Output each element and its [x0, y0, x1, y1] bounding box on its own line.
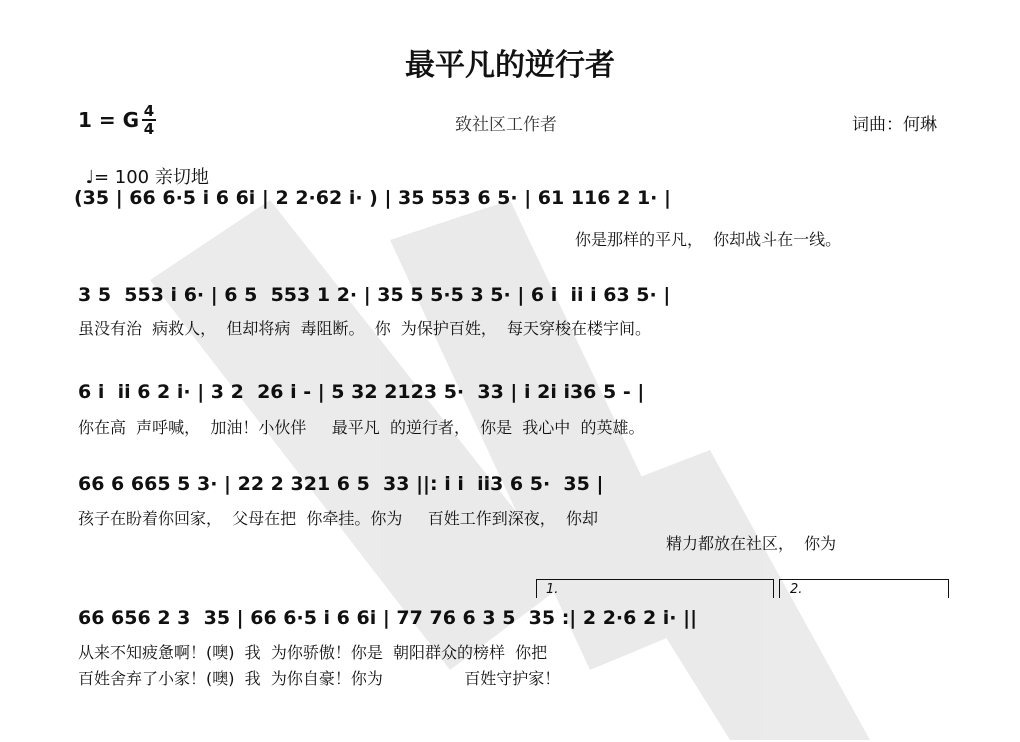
- key-signature: 1 = G: [78, 108, 140, 132]
- quarter-note-icon: ♩: [85, 167, 94, 188]
- lyrics-row-3: 你在高 声呼喊， 加油！小伙伴 最平凡 的逆行者， 你是 我心中 的英雄。: [78, 418, 645, 437]
- volta-1-label: 1.: [546, 582, 559, 597]
- notation-row-1: (35 | 66 6·5 i 6 6i | 2 2·62 i· ) | 35 553 6 5· | 61 116 2 1· |: [74, 187, 671, 209]
- subtitle: 致社区工作者: [455, 115, 557, 135]
- lyrics-row-2: 虽没有治 病救人， 但却将病 毒阻断。 你 为保护百姓， 每天穿梭在楼宇间。: [78, 319, 652, 338]
- lyrics-row-1: 你是那样的平凡， 你却战斗在一线。: [575, 230, 842, 249]
- notation-row-5: 66 656 2 3 35 | 66 6·5 i 6 6i | 77 76 6 3 5 35 :| 2 2·6 2 i· ||: [78, 607, 698, 629]
- volta-bracket-2: [779, 579, 949, 598]
- notation-row-2: 3 5 553 i 6· | 6 5 553 1 2· | 35 5 5·5 3 5· | 6 i ii i 63 5· |: [78, 284, 671, 306]
- time-signature-top: 4: [143, 102, 155, 120]
- notation-row-4: 66 6 665 5 3· | 22 2 321 6 5 33 ||: i i ii3 6 5· 35 |: [78, 473, 604, 495]
- time-signature: [142, 104, 156, 136]
- tempo-marking: [74, 142, 209, 189]
- lyrics-row-4-verse-2: 精力都放在社区， 你为: [666, 534, 837, 553]
- time-signature-bottom: 4: [143, 120, 155, 138]
- author-credit: 词曲：何琳: [852, 115, 937, 135]
- notation-row-3: 6 i ii 6 2 i· | 3 2 26 i - | 5 32 2123 5· 33 | i 2i i36 5 - |: [78, 381, 645, 403]
- tempo-text: = 100 亲切地: [93, 167, 209, 188]
- lyrics-row-5-verse-1: 从来不知疲惫啊！(噢) 我 为你骄傲！你是 朝阳群众的榜样 你把: [78, 643, 548, 662]
- lyrics-row-4-verse-1: 孩子在盼着你回家， 父母在把 你牵挂。你为 百姓工作到深夜， 你却: [78, 509, 598, 528]
- lyrics-row-5-verse-2: 百姓舍弃了小家！(噢) 我 为你自豪！你为 百姓守护家！: [78, 669, 561, 688]
- volta-2-label: 2.: [790, 582, 803, 597]
- volta-bracket-1: [536, 579, 774, 598]
- song-title: 最平凡的逆行者: [405, 48, 615, 83]
